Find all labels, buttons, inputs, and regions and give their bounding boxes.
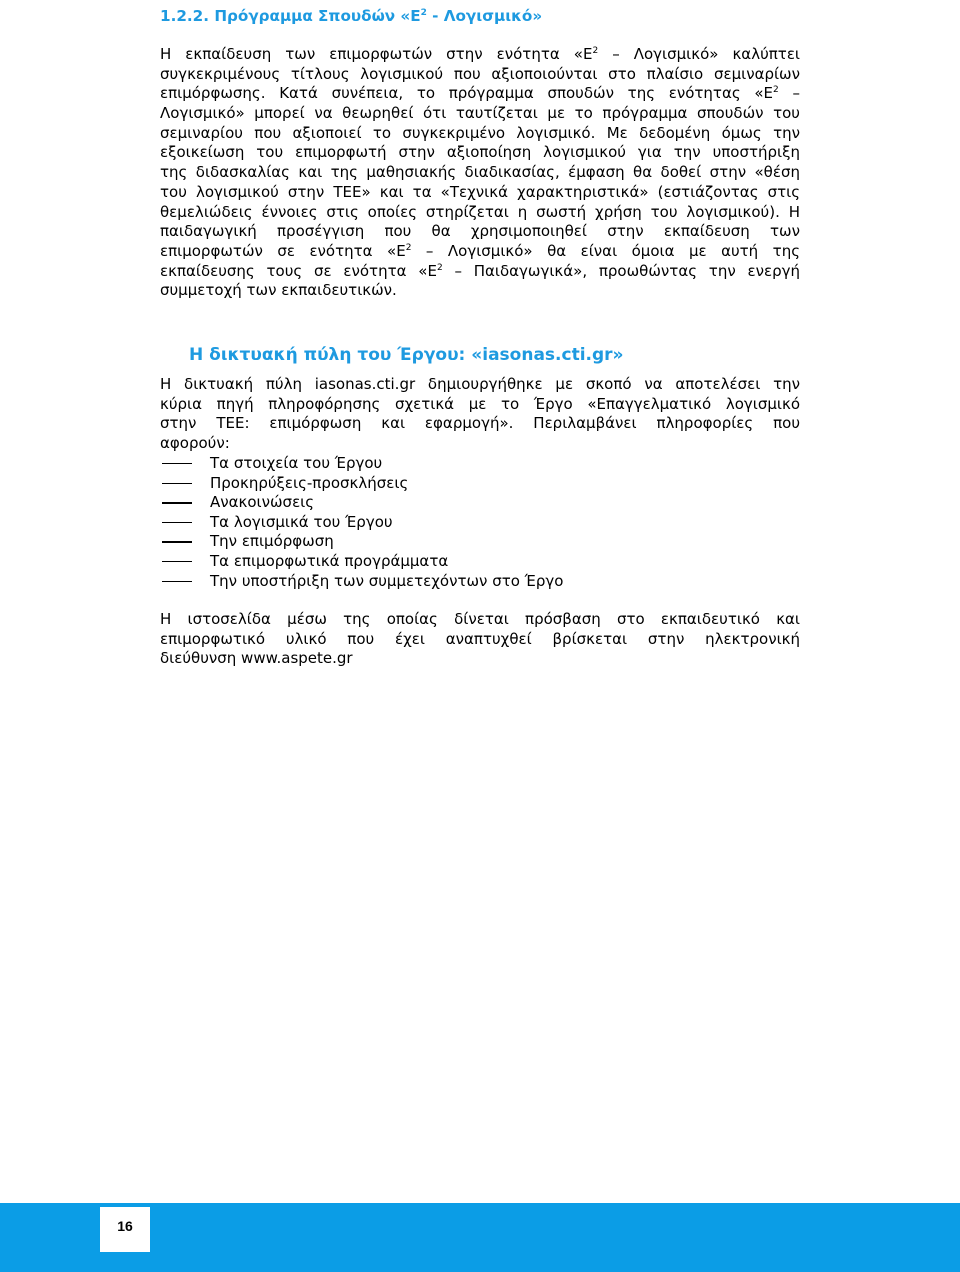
dash-bullet-icon (162, 522, 192, 523)
dash-bullet-icon (162, 541, 192, 542)
text-line: Η δικτυακή πύλη iasonas.cti.gr δημιουργήθηκε με σκοπό να αποτελέσει την (160, 375, 800, 393)
list-item-label: Τα επιμορφωτικά προγράμματα (210, 551, 449, 570)
list-item-label: Τα στοιχεία του Έργου (210, 454, 383, 472)
text-fragment: – Παιδαγωγικά», προωθώντας την ενεργή (442, 261, 800, 280)
section-title-part: - Λογισμικό» (426, 7, 543, 25)
list-item (160, 474, 563, 494)
text-line (160, 649, 800, 669)
superscript: 2 (773, 85, 779, 96)
superscript: 2 (436, 262, 443, 273)
list-item-label: Την επιμόρφωση (210, 532, 334, 551)
dash-bullet-icon (162, 483, 192, 484)
text-line: θεμελιώδεις έννοιες στις οποίες στηρίζεται η σωστή χρήση του λογισμικού). Η (160, 202, 800, 221)
text-line: στην ΤΕΕ: επιμόρφωση και εφαρμογή». Περιλαμβάνει πληροφορίες που (160, 414, 800, 433)
text-fragment: – Λογισμικό» θα είναι όμοια με αυτή της (411, 241, 801, 260)
dash-bullet-icon (162, 581, 192, 582)
closing-paragraph (160, 610, 800, 669)
text-fragment: Η εκπαίδευση των επιμορφωτών στην ενότητα «Ε (160, 45, 593, 63)
section-title (214, 7, 542, 25)
text-line: Λογισμικό» μπορεί να θεωρηθεί ότι ταυτίζεται με το πρόγραμμα σπουδών του (160, 104, 800, 123)
text-fragment: εκπαίδευσης τους σε ενότητα «Ε (160, 261, 437, 280)
portal-paragraph (160, 375, 800, 454)
text-line: εξοικείωση του επιμορφωτή στην αξιοποίηση λογισμικού για την υποστήριξη (160, 143, 800, 162)
text-line (160, 242, 800, 262)
aspete-link[interactable]: διεύθυνση www.aspete.gr (160, 649, 353, 668)
text-fragment: – (778, 84, 800, 103)
text-fragment: – Λογισμικό» καλύπτει (598, 45, 800, 63)
section-heading (160, 6, 542, 26)
list-item-label: Ανακοινώσεις (210, 493, 315, 512)
superscript: 2 (405, 242, 412, 253)
list-item (160, 552, 563, 572)
dash-bullet-icon (162, 561, 192, 562)
list-item (160, 493, 563, 513)
superscript: 2 (420, 8, 427, 18)
list-item (160, 513, 563, 533)
text-line (160, 84, 800, 104)
list-item-label: Την υποστήριξη των συμμετεχόντων στο Έργο (210, 571, 564, 590)
text-line: αφορούν: (160, 434, 230, 453)
text-line: συγκεκριμένους τίτλους λογισμικού που αξιοποιούνται στο πλαίσιο σεμιναρίων (160, 64, 800, 83)
topics-list (160, 454, 563, 591)
text-line: της διδασκαλίας και της μαθησιακής διαδικασίας, έμφαση θα δοθεί στην «θέση (160, 163, 800, 182)
intro-paragraph (160, 45, 800, 301)
text-line: κύρια πηγή πληροφόρησης σχετικά με το Έργο «Επαγγελματικό λογισμικό (160, 394, 800, 413)
text-line (160, 45, 800, 65)
list-item-label: Τα λογισμικά του Έργου (210, 512, 393, 531)
list-item (160, 532, 563, 552)
text-fragment: επιμορφωτών σε ενότητα «Ε (160, 241, 406, 260)
text-line: επιμορφωτικό υλικό που έχει αναπτυχθεί βρίσκεται στην ηλεκτρονική (160, 629, 800, 648)
list-item (160, 572, 563, 592)
text-line: του λογισμικού στην ΤΕΕ» και τα «Τεχνικά χαρακτηριστικά» (εστιάζοντας στις (160, 182, 800, 201)
text-line: παιδαγωγική προσέγγιση που θα χρησιμοποιηθεί στην εκπαίδευση των (160, 222, 800, 241)
section-number: 1.2.2. (160, 7, 210, 25)
section-title-part: Πρόγραμμα Σπουδών «Ε (214, 7, 421, 25)
text-line: σεμιναρίου που αξιοποιεί το συγκεκριμένο λογισμικό. Με δεδομένη όμως την (160, 123, 800, 142)
text-line: Η ιστοσελίδα μέσω της οποίας δίνεται πρόσβαση στο εκπαιδευτικό και (160, 610, 800, 628)
text-line (160, 262, 800, 282)
text-fragment: επιμόρφωσης. Κατά συνέπεια, το πρόγραμμα σπουδών της ενότητας «Ε (160, 84, 774, 103)
portal-heading: Η δικτυακή πύλη του Έργου: «iasonas.cti.gr» (189, 345, 624, 365)
list-item (160, 454, 563, 474)
dash-bullet-icon (162, 502, 192, 503)
superscript: 2 (592, 46, 599, 56)
page-number: 16 (117, 1218, 133, 1234)
dash-bullet-icon (162, 463, 192, 464)
list-item-label: Προκηρύξεις-προσκλήσεις (210, 473, 409, 492)
text-line: συμμετοχή των εκπαιδευτικών. (160, 281, 397, 300)
